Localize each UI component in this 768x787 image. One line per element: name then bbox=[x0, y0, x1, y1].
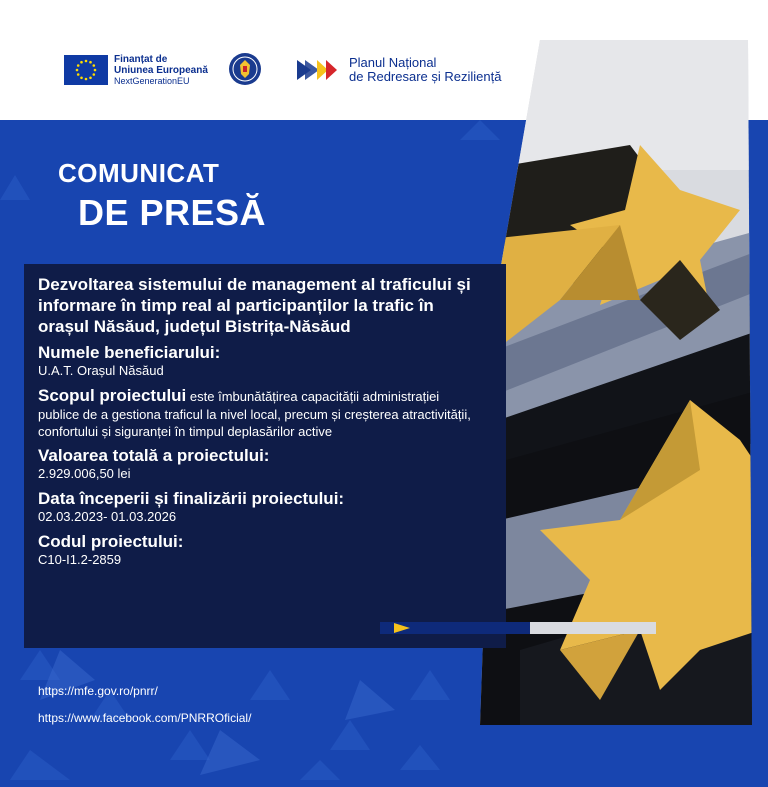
total-value: 2.929.006,50 lei bbox=[38, 466, 131, 481]
beneficiary-label: Numele beneficiarului: bbox=[38, 343, 221, 362]
project-title: Dezvoltarea sistemului de management al traficului și informare în timp real al participanților la trafic în orașul Năsăud, județul Bistrița-Năsăud bbox=[38, 275, 471, 336]
eu-line-1: Finanțat de bbox=[114, 54, 168, 65]
project-details bbox=[38, 274, 478, 575]
project-scope bbox=[38, 386, 478, 440]
press-release-title-line-2: DE PRESĂ bbox=[78, 192, 267, 233]
links-section bbox=[38, 684, 251, 738]
eu-line-2: Uniunea Europeană bbox=[114, 65, 208, 76]
scope-text: este îmbunătățirea capacității administrației publice de a gestiona traficul la nivel local, precum și creșterea atractivității, confortului și siguranței în timpul deplasărilor active bbox=[38, 389, 471, 439]
dates-label: Data începerii și finalizării proiectului: bbox=[38, 489, 345, 508]
pnrr-line-1: Planul Național bbox=[349, 55, 437, 70]
project-code-value: C10-I1.2-2859 bbox=[38, 552, 122, 567]
scope-label: Scopul proiectului bbox=[38, 386, 187, 405]
press-release-title-line-1: COMUNICAT bbox=[58, 158, 220, 188]
pnrr-line-2: de Redresare și Reziliență bbox=[349, 69, 502, 84]
dates-value: 02.03.2023- 01.03.2026 bbox=[38, 509, 177, 524]
eu-line-3: NextGenerationEU bbox=[114, 76, 190, 86]
mfe-link[interactable]: https://mfe.gov.ro/pnrr/ bbox=[38, 684, 158, 698]
total-value-label: Valoarea totală a proiectului: bbox=[38, 446, 270, 465]
project-code-label: Codul proiectului: bbox=[38, 532, 184, 551]
facebook-link[interactable]: https://www.facebook.com/PNRROficial/ bbox=[38, 711, 252, 725]
beneficiary-value: U.A.T. Orașul Năsăud bbox=[38, 363, 164, 378]
decorative-progress-bar bbox=[380, 622, 656, 634]
